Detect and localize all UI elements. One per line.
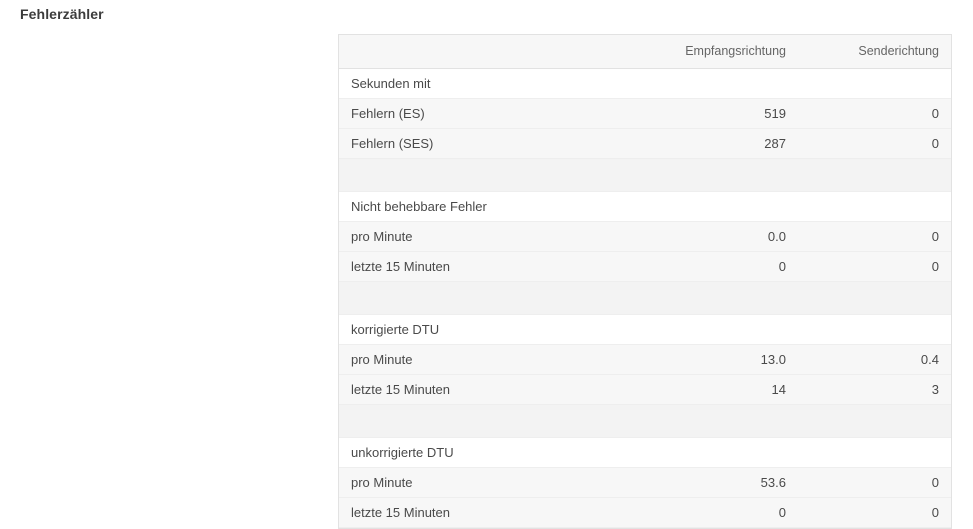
value-receive-direction: 13.0 — [633, 345, 798, 375]
value-receive-direction: 287 — [633, 129, 798, 159]
value-receive-direction: 14 — [633, 375, 798, 405]
row-label: letzte 15 Minuten — [339, 252, 633, 282]
value-receive-direction: 0 — [633, 498, 798, 528]
value-receive-direction — [633, 69, 798, 99]
table-group-row — [339, 438, 951, 468]
table-spacer-row — [339, 282, 951, 315]
table-row — [339, 375, 951, 405]
spacer-cell — [339, 282, 951, 315]
row-label: unkorrigierte DTU — [339, 438, 633, 468]
page-title: Fehlerzähler — [20, 6, 104, 22]
row-label: Sekunden mit — [339, 69, 633, 99]
row-label: korrigierte DTU — [339, 315, 633, 345]
row-label: pro Minute — [339, 468, 633, 498]
row-label: letzte 15 Minuten — [339, 375, 633, 405]
row-label: Nicht behebbare Fehler — [339, 192, 633, 222]
column-header-receive-direction: Empfangsrichtung — [633, 35, 798, 69]
row-label: Fehlern (SES) — [339, 129, 633, 159]
table-row — [339, 468, 951, 498]
table-spacer-row — [339, 159, 951, 192]
table-body — [339, 69, 951, 528]
value-receive-direction: 0 — [633, 252, 798, 282]
row-label: Fehlern (ES) — [339, 99, 633, 129]
value-send-direction: 0.4 — [798, 345, 951, 375]
value-send-direction: 0 — [798, 468, 951, 498]
value-receive-direction — [633, 438, 798, 468]
row-label: pro Minute — [339, 222, 633, 252]
error-counters-table — [339, 35, 951, 528]
value-send-direction — [798, 192, 951, 222]
table-spacer-row — [339, 405, 951, 438]
table-group-row — [339, 315, 951, 345]
value-receive-direction — [633, 315, 798, 345]
value-send-direction: 0 — [798, 498, 951, 528]
table-group-row — [339, 192, 951, 222]
spacer-cell — [339, 405, 951, 438]
value-send-direction: 0 — [798, 99, 951, 129]
row-label: letzte 15 Minuten — [339, 498, 633, 528]
table-header-row — [339, 35, 951, 69]
error-counters-panel — [338, 34, 952, 529]
value-send-direction: 0 — [798, 222, 951, 252]
row-label: pro Minute — [339, 345, 633, 375]
table-group-row — [339, 69, 951, 99]
value-receive-direction — [633, 192, 798, 222]
table-row — [339, 222, 951, 252]
column-header-send-direction: Senderichtung — [798, 35, 951, 69]
table-row — [339, 345, 951, 375]
value-receive-direction: 53.6 — [633, 468, 798, 498]
spacer-cell — [339, 159, 951, 192]
table-header — [339, 35, 951, 69]
value-send-direction: 0 — [798, 129, 951, 159]
value-send-direction: 3 — [798, 375, 951, 405]
value-send-direction — [798, 69, 951, 99]
column-header-label — [339, 35, 633, 69]
table-row — [339, 252, 951, 282]
value-send-direction: 0 — [798, 252, 951, 282]
value-send-direction — [798, 315, 951, 345]
value-receive-direction: 519 — [633, 99, 798, 129]
value-send-direction — [798, 438, 951, 468]
table-row — [339, 99, 951, 129]
value-receive-direction: 0.0 — [633, 222, 798, 252]
table-row — [339, 129, 951, 159]
